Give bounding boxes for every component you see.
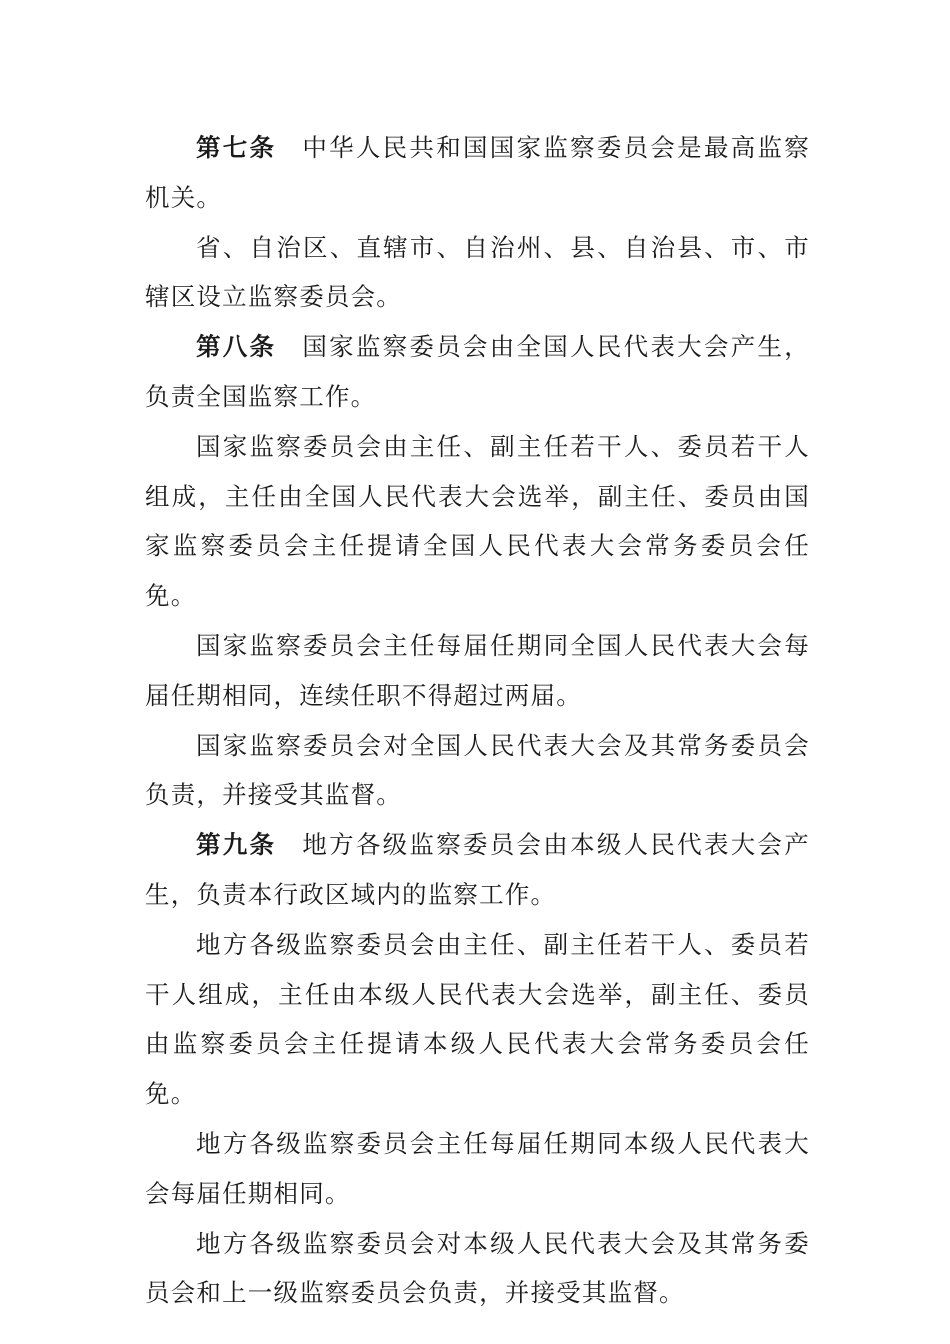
article-number: 第九条 — [196, 830, 277, 860]
paragraph-text: 地方各级监察委员会主任每届任期同本级人民代表大会每届任期相同。 — [145, 1128, 810, 1208]
paragraph — [145, 1119, 810, 1219]
paragraph-text: 地方各级监察委员会由主任、副主任若干人、委员若干人组成，主任由本级人民代表大会选举，副主任、委员由监察委员会主任提请本级人民代表大会常务委员会任免。 — [145, 929, 810, 1109]
paragraph-text: 地方各级监察委员会由本级人民代表大会产生，负责本行政区域内的监察工作。 — [145, 830, 810, 909]
paragraph — [145, 223, 810, 323]
paragraph-text: 国家监察委员会主任每届任期同全国人民代表大会每届任期相同，连续任职不得超过两届。 — [145, 630, 810, 710]
paragraph — [145, 721, 810, 821]
paragraph — [145, 422, 810, 621]
paragraph-article-8 — [145, 322, 810, 422]
paragraph-text: 省、自治区、直辖市、自治州、县、自治县、市、市辖区设立监察委员会。 — [145, 232, 810, 312]
paragraph-text: 国家监察委员会对全国人民代表大会及其常务委员会负责，并接受其监督。 — [145, 730, 810, 810]
paragraph-article-9 — [145, 820, 810, 920]
document-body — [145, 123, 810, 1318]
paragraph — [145, 920, 810, 1119]
paragraph-text: 国家监察委员会由主任、副主任若干人、委员若干人组成，主任由全国人民代表大会选举，副主任、委员由国家监察委员会主任提请全国人民代表大会常务委员会任免。 — [145, 431, 810, 611]
article-number: 第八条 — [196, 332, 277, 362]
paragraph — [145, 1219, 810, 1319]
paragraph-article-7 — [145, 123, 810, 223]
paragraph-text: 地方各级监察委员会对本级人民代表大会及其常务委员会和上一级监察委员会负责，并接受其监督。 — [145, 1228, 810, 1308]
paragraph-text: 中华人民共和国国家监察委员会是最高监察机关。 — [145, 133, 810, 212]
paragraph-text: 国家监察委员会由全国人民代表大会产生，负责全国监察工作。 — [145, 332, 810, 411]
paragraph — [145, 621, 810, 721]
article-number: 第七条 — [196, 133, 277, 162]
